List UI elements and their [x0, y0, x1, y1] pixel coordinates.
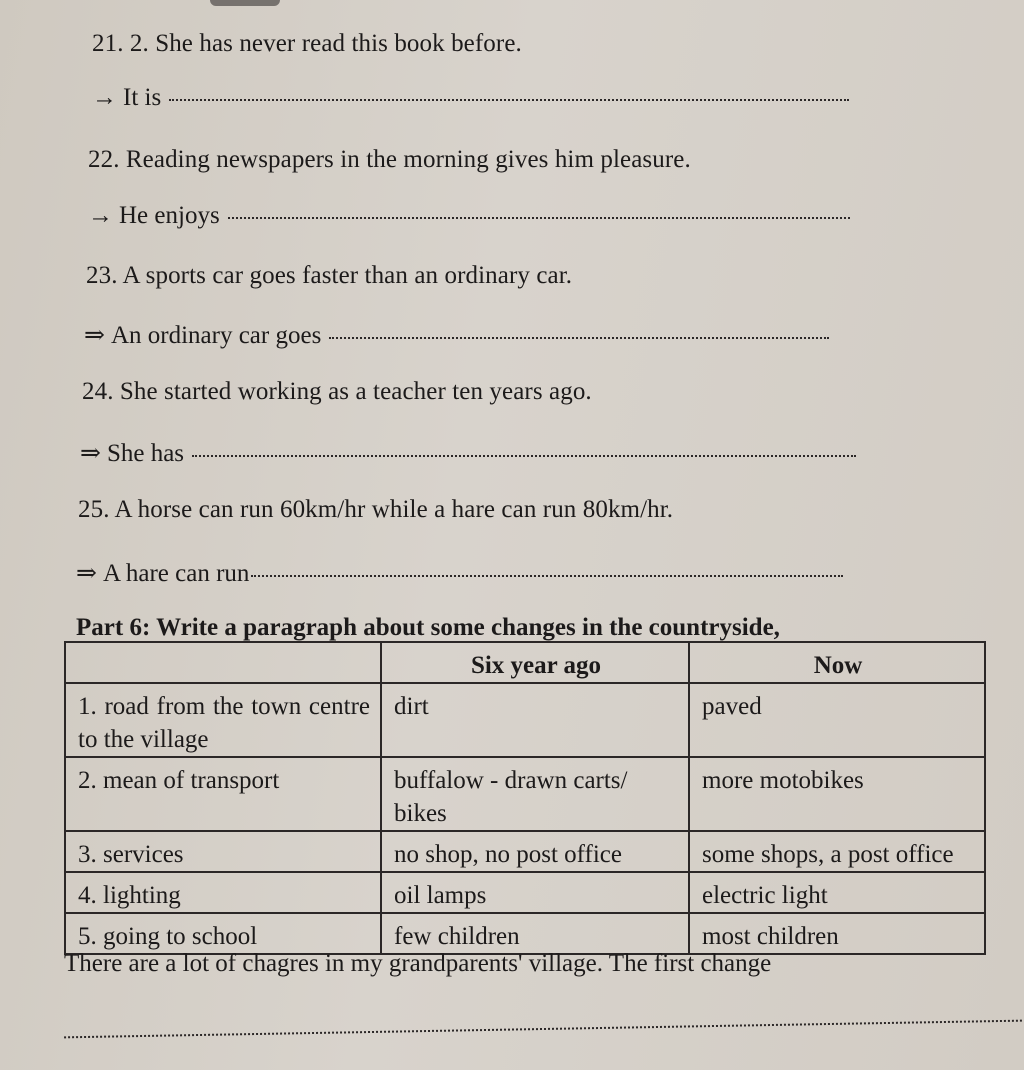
row-now: most children — [689, 913, 985, 954]
paragraph-writing-line[interactable] — [64, 1020, 1022, 1039]
row-past: dirt — [381, 683, 689, 757]
row-topic: 1. road from the town centre to the village — [65, 683, 381, 757]
answer-prompt: She has — [106, 440, 185, 467]
row-past: oil lamps — [381, 872, 689, 913]
answer-line-24 — [80, 438, 856, 468]
question-23: 23. A sports car goes faster than an ordinary car. — [86, 262, 573, 289]
answer-line-23 — [84, 320, 829, 350]
row-past: few children — [381, 913, 689, 954]
row-topic: 4. lighting — [65, 872, 381, 913]
part6-title: Part 6: Write a paragraph about some changes in the countryside, — [76, 614, 780, 641]
question-22: 22. Reading newspapers in the morning gives him pleasure. — [88, 146, 691, 173]
answer-line-21 — [92, 84, 849, 112]
answer-prompt: He enjoys — [119, 202, 220, 229]
table-row — [65, 872, 985, 913]
row-topic: 5. going to school — [65, 913, 381, 954]
row-past: no shop, no post office — [381, 831, 689, 872]
question-24: 24. She started working as a teacher ten years ago. — [82, 378, 592, 405]
arrow-icon: → — [92, 84, 117, 111]
answer-blank[interactable] — [329, 337, 829, 339]
question-21: 21. 2. She has never read this book before. — [92, 30, 522, 57]
table-row — [65, 757, 985, 831]
answer-prompt: It is — [123, 84, 162, 111]
answer-blank[interactable] — [228, 217, 850, 219]
paragraph-start: There are a lot of chagres in my grandparents' village. The first change — [64, 950, 772, 977]
header-six-years-ago: Six year ago — [381, 642, 689, 683]
changes-table — [64, 641, 986, 955]
row-now: paved — [689, 683, 985, 757]
row-now: some shops, a post office — [689, 831, 985, 872]
answer-blank[interactable] — [251, 575, 843, 577]
row-now: electric light — [689, 872, 985, 913]
answer-blank[interactable] — [169, 99, 849, 101]
answer-line-25 — [76, 558, 843, 588]
table-row — [65, 831, 985, 872]
arrow-icon: ⇒ — [84, 322, 105, 349]
header-now: Now — [689, 642, 985, 683]
arrow-icon: ⇒ — [80, 440, 101, 467]
arrow-icon: → — [88, 202, 113, 229]
row-topic: 3. services — [65, 831, 381, 872]
table-header-row — [65, 642, 985, 683]
question-25: 25. A horse can run 60km/hr while a hare can run 80km/hr. — [78, 496, 674, 523]
row-topic: 2. mean of transport — [65, 757, 381, 831]
arrow-icon: ⇒ — [76, 560, 97, 587]
answer-prompt: A hare can run — [102, 560, 250, 587]
table-row — [65, 913, 985, 954]
answer-prompt: An ordinary car goes — [110, 322, 322, 349]
row-past: buffalow - drawn carts/ bikes — [381, 757, 689, 831]
table-row — [65, 683, 985, 757]
row-now: more motobikes — [689, 757, 985, 831]
answer-blank[interactable] — [192, 455, 856, 457]
page-top-edge — [210, 0, 280, 6]
header-cell-empty — [65, 642, 381, 683]
answer-line-22 — [88, 202, 850, 230]
